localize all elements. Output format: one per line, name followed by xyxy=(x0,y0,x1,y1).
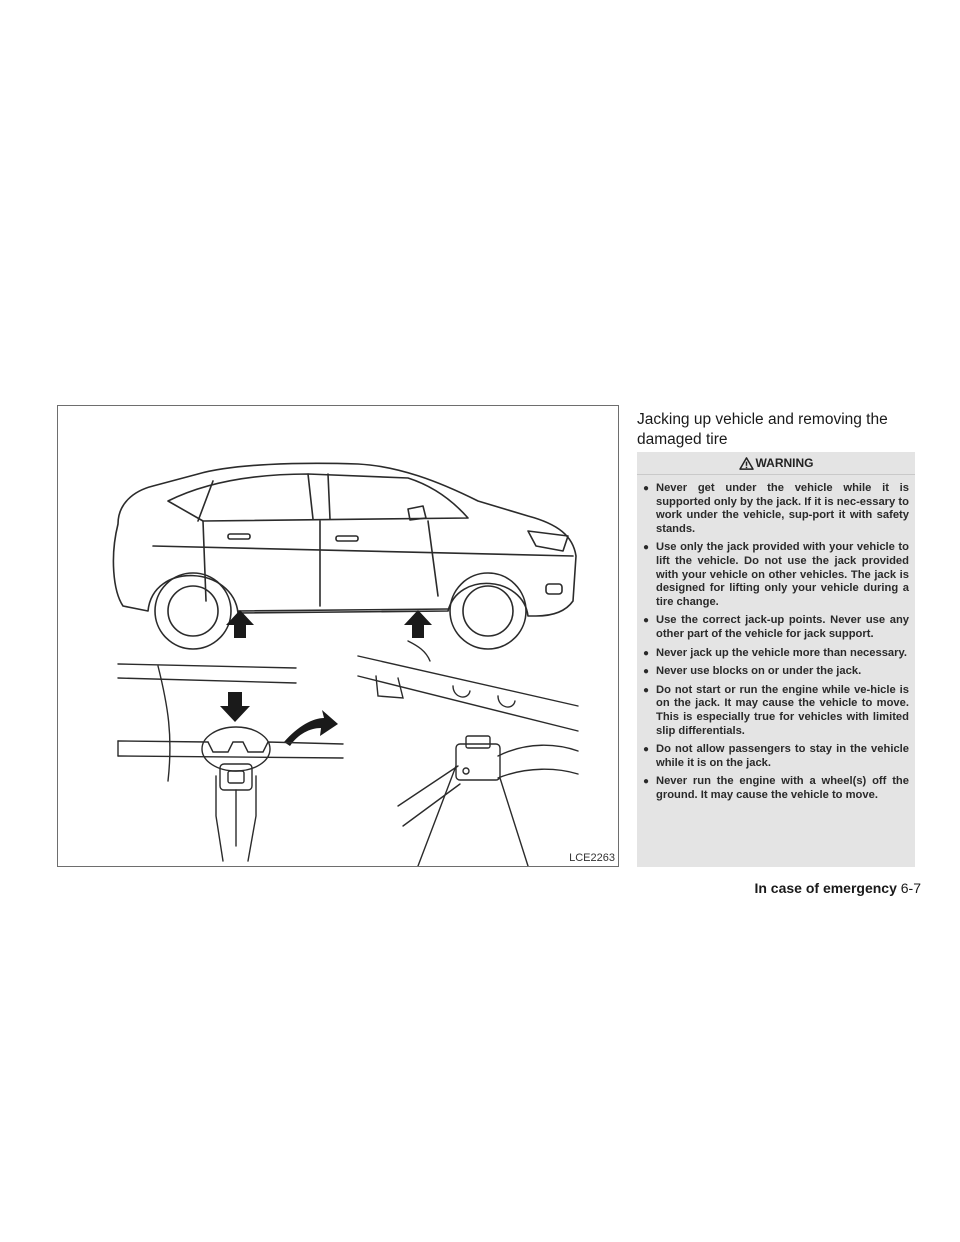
bullet-icon: ● xyxy=(643,615,650,627)
warning-item xyxy=(643,775,909,802)
warning-item-text: Never jack up the vehicle more than necessary. xyxy=(656,646,908,659)
footer-section-name: In case of emergency xyxy=(754,880,897,896)
figure-id-label: LCE2263 xyxy=(569,852,615,864)
jacking-illustration xyxy=(57,405,619,867)
jack-detail-right xyxy=(358,641,578,866)
car-body-outline xyxy=(113,463,576,616)
jack-point-arrows xyxy=(220,610,432,746)
warning-item xyxy=(643,541,909,609)
warning-item xyxy=(643,482,909,536)
warning-item-text: Use only the jack provided with your vehicle to lift the vehicle. Do not use the jack provided with your vehicle on other vehicles. The jack is designed for lifting only your vehicle during a tire change. xyxy=(656,541,909,608)
bullet-icon: ● xyxy=(643,666,650,678)
warning-item-text: Do not start or run the engine while ve-hicle is on the jack. It may cause the vehicle to move. This is especially true for vehicles with limited slip differentials. xyxy=(656,683,909,737)
warning-item-text: Never get under the vehicle while it is supported only by the jack. If it is nec-essary to work under the vehicle, sup-port it with safety stands. xyxy=(656,482,909,535)
warning-box xyxy=(637,452,915,867)
bullet-icon: ● xyxy=(643,684,650,696)
bullet-icon: ● xyxy=(643,776,650,788)
curved-arrow xyxy=(284,710,338,746)
down-arrow xyxy=(220,692,250,722)
warning-item xyxy=(643,684,909,738)
front-wheel xyxy=(450,573,526,649)
warning-item xyxy=(643,665,909,679)
warning-header xyxy=(637,452,915,475)
page-number: 6-7 xyxy=(900,880,921,896)
warning-item-text: Use the correct jack-up points. Never use any other part of the vehicle for jack support. xyxy=(656,614,909,640)
section-title: Jacking up vehicle and removing the damaged tire xyxy=(637,411,888,448)
page-footer xyxy=(754,880,921,896)
warning-item xyxy=(643,647,909,661)
warning-heading: WARNING xyxy=(755,456,814,470)
bullet-icon: ● xyxy=(643,542,650,554)
bullet-icon: ● xyxy=(643,483,650,494)
warning-item xyxy=(643,614,909,641)
bullet-icon: ● xyxy=(643,744,650,756)
warning-list xyxy=(637,475,915,802)
bullet-icon: ● xyxy=(643,647,650,659)
warning-item-text: Never run the engine with a wheel(s) off the ground. It may cause the vehicle to move. xyxy=(656,775,909,801)
warning-triangle-icon xyxy=(739,457,754,470)
jack-points-drawing xyxy=(58,406,619,867)
rear-wheel xyxy=(155,573,231,649)
front-jack-arrow xyxy=(404,610,432,638)
warning-item-text: Do not allow passengers to stay in the vehicle while it is on the jack. xyxy=(656,743,909,769)
warning-item xyxy=(643,743,909,770)
warning-item-text: Never use blocks on or under the jack. xyxy=(656,665,862,678)
